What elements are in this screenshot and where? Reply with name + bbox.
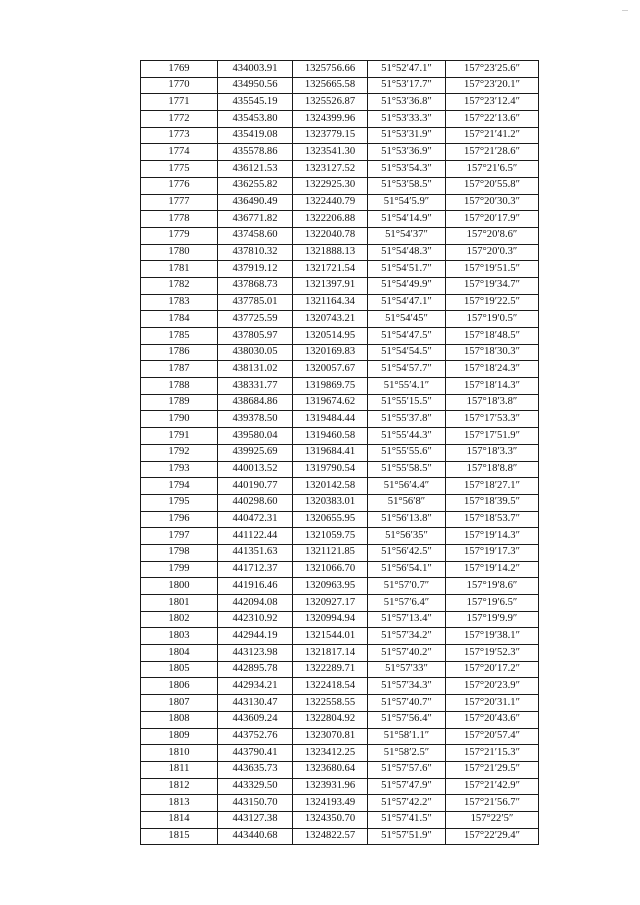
y-coordinate-cell: 1322040.78 bbox=[293, 227, 368, 244]
latitude-cell: 51°53′36.8″ bbox=[368, 94, 446, 111]
y-coordinate-cell: 1321817.14 bbox=[293, 645, 368, 662]
y-coordinate-cell: 1320169.83 bbox=[293, 344, 368, 361]
x-coordinate-cell: 440013.52 bbox=[218, 461, 293, 478]
longitude-cell: 157°19′17.3″ bbox=[446, 544, 539, 561]
latitude-cell: 51°55′37.8″ bbox=[368, 411, 446, 428]
table-row bbox=[141, 811, 539, 828]
x-coordinate-cell: 442944.19 bbox=[218, 628, 293, 645]
table-row bbox=[141, 678, 539, 695]
table-row bbox=[141, 711, 539, 728]
table-row bbox=[141, 311, 539, 328]
longitude-cell: 157°18′14.3″ bbox=[446, 378, 539, 395]
y-coordinate-cell: 1321544.01 bbox=[293, 628, 368, 645]
longitude-cell: 157°19′14.2″ bbox=[446, 561, 539, 578]
y-coordinate-cell: 1324399.96 bbox=[293, 111, 368, 128]
x-coordinate-cell: 441122.44 bbox=[218, 528, 293, 545]
longitude-cell: 157°22′29.4″ bbox=[446, 828, 539, 845]
point-number-cell: 1812 bbox=[141, 778, 218, 795]
point-number-cell: 1796 bbox=[141, 511, 218, 528]
table-row bbox=[141, 277, 539, 294]
y-coordinate-cell: 1321121.85 bbox=[293, 544, 368, 561]
y-coordinate-cell: 1321066.70 bbox=[293, 561, 368, 578]
point-number-cell: 1799 bbox=[141, 561, 218, 578]
table-row bbox=[141, 394, 539, 411]
table-row bbox=[141, 628, 539, 645]
table-row bbox=[141, 428, 539, 445]
table-row bbox=[141, 661, 539, 678]
latitude-cell: 51°56′42.5″ bbox=[368, 544, 446, 561]
x-coordinate-cell: 437458.60 bbox=[218, 227, 293, 244]
longitude-cell: 157°22′13.6″ bbox=[446, 111, 539, 128]
latitude-cell: 51°55′58.5″ bbox=[368, 461, 446, 478]
latitude-cell: 51°53′31.9″ bbox=[368, 127, 446, 144]
table-row bbox=[141, 728, 539, 745]
x-coordinate-cell: 437868.73 bbox=[218, 277, 293, 294]
table-row bbox=[141, 194, 539, 211]
x-coordinate-cell: 439580.04 bbox=[218, 428, 293, 445]
x-coordinate-cell: 435545.19 bbox=[218, 94, 293, 111]
y-coordinate-cell: 1319790.54 bbox=[293, 461, 368, 478]
table-row bbox=[141, 695, 539, 712]
x-coordinate-cell: 438131.02 bbox=[218, 361, 293, 378]
y-coordinate-cell: 1322440.79 bbox=[293, 194, 368, 211]
y-coordinate-cell: 1319684.41 bbox=[293, 444, 368, 461]
point-number-cell: 1782 bbox=[141, 277, 218, 294]
table-row bbox=[141, 144, 539, 161]
x-coordinate-cell: 443127.38 bbox=[218, 811, 293, 828]
point-number-cell: 1776 bbox=[141, 177, 218, 194]
latitude-cell: 51°55′44.3″ bbox=[368, 428, 446, 445]
point-number-cell: 1802 bbox=[141, 611, 218, 628]
point-number-cell: 1791 bbox=[141, 428, 218, 445]
latitude-cell: 51°57′56.4″ bbox=[368, 711, 446, 728]
y-coordinate-cell: 1320514.95 bbox=[293, 328, 368, 345]
y-coordinate-cell: 1321164.34 bbox=[293, 294, 368, 311]
latitude-cell: 51°57′34.2″ bbox=[368, 628, 446, 645]
longitude-cell: 157°19′34.7″ bbox=[446, 277, 539, 294]
longitude-cell: 157°19′52.3″ bbox=[446, 645, 539, 662]
longitude-cell: 157°23′25.6″ bbox=[446, 61, 539, 78]
latitude-cell: 51°56′35″ bbox=[368, 528, 446, 545]
y-coordinate-cell: 1320057.67 bbox=[293, 361, 368, 378]
point-number-cell: 1797 bbox=[141, 528, 218, 545]
point-number-cell: 1769 bbox=[141, 61, 218, 78]
x-coordinate-cell: 435578.86 bbox=[218, 144, 293, 161]
x-coordinate-cell: 442094.08 bbox=[218, 595, 293, 612]
point-number-cell: 1806 bbox=[141, 678, 218, 695]
table-row bbox=[141, 761, 539, 778]
y-coordinate-cell: 1319484.44 bbox=[293, 411, 368, 428]
table-row bbox=[141, 645, 539, 662]
x-coordinate-cell: 440298.60 bbox=[218, 494, 293, 511]
y-coordinate-cell: 1325756.66 bbox=[293, 61, 368, 78]
table-row bbox=[141, 778, 539, 795]
table-row bbox=[141, 378, 539, 395]
y-coordinate-cell: 1322804.92 bbox=[293, 711, 368, 728]
x-coordinate-cell: 442934.21 bbox=[218, 678, 293, 695]
point-number-cell: 1784 bbox=[141, 311, 218, 328]
y-coordinate-cell: 1321888.13 bbox=[293, 244, 368, 261]
x-coordinate-cell: 443790.41 bbox=[218, 745, 293, 762]
longitude-cell: 157°21′6.5″ bbox=[446, 161, 539, 178]
point-number-cell: 1808 bbox=[141, 711, 218, 728]
table-row bbox=[141, 111, 539, 128]
longitude-cell: 157°20′43.6″ bbox=[446, 711, 539, 728]
longitude-cell: 157°21′56.7″ bbox=[446, 795, 539, 812]
y-coordinate-cell: 1321059.75 bbox=[293, 528, 368, 545]
longitude-cell: 157°18′48.5″ bbox=[446, 328, 539, 345]
latitude-cell: 51°54′49.9″ bbox=[368, 277, 446, 294]
longitude-cell: 157°21′28.6″ bbox=[446, 144, 539, 161]
latitude-cell: 51°56′4.4″ bbox=[368, 478, 446, 495]
point-number-cell: 1804 bbox=[141, 645, 218, 662]
coordinates-table bbox=[140, 60, 539, 845]
point-number-cell: 1795 bbox=[141, 494, 218, 511]
longitude-cell: 157°19′14.3″ bbox=[446, 528, 539, 545]
table-row bbox=[141, 528, 539, 545]
x-coordinate-cell: 442310.92 bbox=[218, 611, 293, 628]
longitude-cell: 157°20′55.8″ bbox=[446, 177, 539, 194]
latitude-cell: 51°56′13.8″ bbox=[368, 511, 446, 528]
y-coordinate-cell: 1319674.62 bbox=[293, 394, 368, 411]
longitude-cell: 157°18′3.3″ bbox=[446, 444, 539, 461]
latitude-cell: 51°57′40.2″ bbox=[368, 645, 446, 662]
latitude-cell: 51°53′33.3″ bbox=[368, 111, 446, 128]
y-coordinate-cell: 1324193.49 bbox=[293, 795, 368, 812]
point-number-cell: 1777 bbox=[141, 194, 218, 211]
table-row bbox=[141, 544, 539, 561]
table-row bbox=[141, 294, 539, 311]
point-number-cell: 1798 bbox=[141, 544, 218, 561]
longitude-cell: 157°18′24.3″ bbox=[446, 361, 539, 378]
longitude-cell: 157°21′29.5″ bbox=[446, 761, 539, 778]
longitude-cell: 157°23′20.1″ bbox=[446, 77, 539, 94]
x-coordinate-cell: 439925.69 bbox=[218, 444, 293, 461]
y-coordinate-cell: 1323070.81 bbox=[293, 728, 368, 745]
x-coordinate-cell: 442895.78 bbox=[218, 661, 293, 678]
point-number-cell: 1810 bbox=[141, 745, 218, 762]
y-coordinate-cell: 1325526.87 bbox=[293, 94, 368, 111]
x-coordinate-cell: 436490.49 bbox=[218, 194, 293, 211]
point-number-cell: 1809 bbox=[141, 728, 218, 745]
point-number-cell: 1773 bbox=[141, 127, 218, 144]
y-coordinate-cell: 1319460.58 bbox=[293, 428, 368, 445]
point-number-cell: 1787 bbox=[141, 361, 218, 378]
latitude-cell: 51°55′55.6″ bbox=[368, 444, 446, 461]
longitude-cell: 157°19′9.9″ bbox=[446, 611, 539, 628]
table-row bbox=[141, 261, 539, 278]
point-number-cell: 1779 bbox=[141, 227, 218, 244]
longitude-cell: 157°18′53.7″ bbox=[446, 511, 539, 528]
table-row bbox=[141, 561, 539, 578]
y-coordinate-cell: 1323779.15 bbox=[293, 127, 368, 144]
point-number-cell: 1785 bbox=[141, 328, 218, 345]
y-coordinate-cell: 1322558.55 bbox=[293, 695, 368, 712]
y-coordinate-cell: 1319869.75 bbox=[293, 378, 368, 395]
latitude-cell: 51°53′36.9″ bbox=[368, 144, 446, 161]
y-coordinate-cell: 1322418.54 bbox=[293, 678, 368, 695]
longitude-cell: 157°19′8.6″ bbox=[446, 578, 539, 595]
longitude-cell: 157°22′5″ bbox=[446, 811, 539, 828]
x-coordinate-cell: 441351.63 bbox=[218, 544, 293, 561]
x-coordinate-cell: 437919.12 bbox=[218, 261, 293, 278]
point-number-cell: 1807 bbox=[141, 695, 218, 712]
y-coordinate-cell: 1320142.58 bbox=[293, 478, 368, 495]
table-row bbox=[141, 77, 539, 94]
x-coordinate-cell: 438030.05 bbox=[218, 344, 293, 361]
latitude-cell: 51°54′57.7″ bbox=[368, 361, 446, 378]
x-coordinate-cell: 441916.46 bbox=[218, 578, 293, 595]
latitude-cell: 51°54′45″ bbox=[368, 311, 446, 328]
x-coordinate-cell: 439378.50 bbox=[218, 411, 293, 428]
point-number-cell: 1770 bbox=[141, 77, 218, 94]
point-number-cell: 1800 bbox=[141, 578, 218, 595]
x-coordinate-cell: 443752.76 bbox=[218, 728, 293, 745]
longitude-cell: 157°19′0.5″ bbox=[446, 311, 539, 328]
x-coordinate-cell: 435453.80 bbox=[218, 111, 293, 128]
table-row bbox=[141, 478, 539, 495]
longitude-cell: 157°17′53.3″ bbox=[446, 411, 539, 428]
latitude-cell: 51°54′37″ bbox=[368, 227, 446, 244]
x-coordinate-cell: 443123.98 bbox=[218, 645, 293, 662]
table-row bbox=[141, 127, 539, 144]
latitude-cell: 51°54′51.7″ bbox=[368, 261, 446, 278]
latitude-cell: 51°56′8″ bbox=[368, 494, 446, 511]
longitude-cell: 157°21′42.9″ bbox=[446, 778, 539, 795]
table-row bbox=[141, 177, 539, 194]
x-coordinate-cell: 436255.82 bbox=[218, 177, 293, 194]
point-number-cell: 1788 bbox=[141, 378, 218, 395]
table-row bbox=[141, 361, 539, 378]
latitude-cell: 51°57′40.7″ bbox=[368, 695, 446, 712]
latitude-cell: 51°52′47.1″ bbox=[368, 61, 446, 78]
point-number-cell: 1775 bbox=[141, 161, 218, 178]
y-coordinate-cell: 1323127.52 bbox=[293, 161, 368, 178]
latitude-cell: 51°57′13.4″ bbox=[368, 611, 446, 628]
table-row bbox=[141, 444, 539, 461]
point-number-cell: 1792 bbox=[141, 444, 218, 461]
x-coordinate-cell: 437725.59 bbox=[218, 311, 293, 328]
table-row bbox=[141, 595, 539, 612]
latitude-cell: 51°54′54.5″ bbox=[368, 344, 446, 361]
y-coordinate-cell: 1322925.30 bbox=[293, 177, 368, 194]
x-coordinate-cell: 440472.31 bbox=[218, 511, 293, 528]
latitude-cell: 51°56′54.1″ bbox=[368, 561, 446, 578]
latitude-cell: 51°57′51.9″ bbox=[368, 828, 446, 845]
table-row bbox=[141, 511, 539, 528]
latitude-cell: 51°53′54.3″ bbox=[368, 161, 446, 178]
scan-mark bbox=[622, 10, 628, 11]
point-number-cell: 1794 bbox=[141, 478, 218, 495]
longitude-cell: 157°20′31.1″ bbox=[446, 695, 539, 712]
table-row bbox=[141, 461, 539, 478]
x-coordinate-cell: 443329.50 bbox=[218, 778, 293, 795]
latitude-cell: 51°57′34.3″ bbox=[368, 678, 446, 695]
point-number-cell: 1811 bbox=[141, 761, 218, 778]
table-row bbox=[141, 578, 539, 595]
x-coordinate-cell: 443635.73 bbox=[218, 761, 293, 778]
point-number-cell: 1778 bbox=[141, 211, 218, 228]
table-row bbox=[141, 211, 539, 228]
table-row bbox=[141, 244, 539, 261]
longitude-cell: 157°18′30.3″ bbox=[446, 344, 539, 361]
y-coordinate-cell: 1322289.71 bbox=[293, 661, 368, 678]
table-row bbox=[141, 494, 539, 511]
y-coordinate-cell: 1325665.58 bbox=[293, 77, 368, 94]
latitude-cell: 51°57′0.7″ bbox=[368, 578, 446, 595]
table-row bbox=[141, 328, 539, 345]
longitude-cell: 157°20′8.6″ bbox=[446, 227, 539, 244]
latitude-cell: 51°58′2.5″ bbox=[368, 745, 446, 762]
longitude-cell: 157°20′0.3″ bbox=[446, 244, 539, 261]
point-number-cell: 1789 bbox=[141, 394, 218, 411]
x-coordinate-cell: 443130.47 bbox=[218, 695, 293, 712]
x-coordinate-cell: 438331.77 bbox=[218, 378, 293, 395]
longitude-cell: 157°18′27.1″ bbox=[446, 478, 539, 495]
longitude-cell: 157°19′22.5″ bbox=[446, 294, 539, 311]
y-coordinate-cell: 1320655.95 bbox=[293, 511, 368, 528]
x-coordinate-cell: 441712.37 bbox=[218, 561, 293, 578]
latitude-cell: 51°57′6.4″ bbox=[368, 595, 446, 612]
point-number-cell: 1783 bbox=[141, 294, 218, 311]
y-coordinate-cell: 1323541.30 bbox=[293, 144, 368, 161]
table-row bbox=[141, 61, 539, 78]
x-coordinate-cell: 434950.56 bbox=[218, 77, 293, 94]
latitude-cell: 51°57′41.5″ bbox=[368, 811, 446, 828]
table-row bbox=[141, 161, 539, 178]
table-row bbox=[141, 795, 539, 812]
point-number-cell: 1813 bbox=[141, 795, 218, 812]
longitude-cell: 157°18′39.5″ bbox=[446, 494, 539, 511]
point-number-cell: 1801 bbox=[141, 595, 218, 612]
latitude-cell: 51°57′47.9″ bbox=[368, 778, 446, 795]
latitude-cell: 51°54′48.3″ bbox=[368, 244, 446, 261]
y-coordinate-cell: 1323412.25 bbox=[293, 745, 368, 762]
latitude-cell: 51°55′15.5″ bbox=[368, 394, 446, 411]
latitude-cell: 51°54′47.5″ bbox=[368, 328, 446, 345]
y-coordinate-cell: 1320383.01 bbox=[293, 494, 368, 511]
x-coordinate-cell: 443440.68 bbox=[218, 828, 293, 845]
x-coordinate-cell: 434003.91 bbox=[218, 61, 293, 78]
table-row bbox=[141, 611, 539, 628]
x-coordinate-cell: 443150.70 bbox=[218, 795, 293, 812]
latitude-cell: 51°57′33″ bbox=[368, 661, 446, 678]
latitude-cell: 51°54′5.9″ bbox=[368, 194, 446, 211]
longitude-cell: 157°20′17.2″ bbox=[446, 661, 539, 678]
y-coordinate-cell: 1321721.54 bbox=[293, 261, 368, 278]
table-row bbox=[141, 828, 539, 845]
y-coordinate-cell: 1320927.17 bbox=[293, 595, 368, 612]
point-number-cell: 1771 bbox=[141, 94, 218, 111]
x-coordinate-cell: 436121.53 bbox=[218, 161, 293, 178]
longitude-cell: 157°17′51.9″ bbox=[446, 428, 539, 445]
longitude-cell: 157°20′23.9″ bbox=[446, 678, 539, 695]
x-coordinate-cell: 440190.77 bbox=[218, 478, 293, 495]
point-number-cell: 1815 bbox=[141, 828, 218, 845]
y-coordinate-cell: 1324350.70 bbox=[293, 811, 368, 828]
point-number-cell: 1803 bbox=[141, 628, 218, 645]
point-number-cell: 1772 bbox=[141, 111, 218, 128]
point-number-cell: 1790 bbox=[141, 411, 218, 428]
x-coordinate-cell: 443609.24 bbox=[218, 711, 293, 728]
latitude-cell: 51°58′1.1″ bbox=[368, 728, 446, 745]
table-row bbox=[141, 94, 539, 111]
longitude-cell: 157°18′8.8″ bbox=[446, 461, 539, 478]
y-coordinate-cell: 1324822.57 bbox=[293, 828, 368, 845]
y-coordinate-cell: 1320994.94 bbox=[293, 611, 368, 628]
x-coordinate-cell: 437805.97 bbox=[218, 328, 293, 345]
longitude-cell: 157°19′51.5″ bbox=[446, 261, 539, 278]
longitude-cell: 157°19′38.1″ bbox=[446, 628, 539, 645]
coordinates-table-body bbox=[141, 61, 539, 845]
latitude-cell: 51°57′42.2″ bbox=[368, 795, 446, 812]
longitude-cell: 157°19′6.5″ bbox=[446, 595, 539, 612]
table-row bbox=[141, 745, 539, 762]
longitude-cell: 157°20′30.3″ bbox=[446, 194, 539, 211]
longitude-cell: 157°18′3.8″ bbox=[446, 394, 539, 411]
point-number-cell: 1814 bbox=[141, 811, 218, 828]
latitude-cell: 51°57′57.6″ bbox=[368, 761, 446, 778]
longitude-cell: 157°21′41.2″ bbox=[446, 127, 539, 144]
longitude-cell: 157°20′57.4″ bbox=[446, 728, 539, 745]
point-number-cell: 1805 bbox=[141, 661, 218, 678]
x-coordinate-cell: 438684.86 bbox=[218, 394, 293, 411]
y-coordinate-cell: 1321397.91 bbox=[293, 277, 368, 294]
y-coordinate-cell: 1320963.95 bbox=[293, 578, 368, 595]
table-row bbox=[141, 227, 539, 244]
y-coordinate-cell: 1323931.96 bbox=[293, 778, 368, 795]
point-number-cell: 1781 bbox=[141, 261, 218, 278]
latitude-cell: 51°55′4.1″ bbox=[368, 378, 446, 395]
latitude-cell: 51°54′14.9″ bbox=[368, 211, 446, 228]
longitude-cell: 157°23′12.4″ bbox=[446, 94, 539, 111]
table-row bbox=[141, 411, 539, 428]
point-number-cell: 1774 bbox=[141, 144, 218, 161]
longitude-cell: 157°20′17.9″ bbox=[446, 211, 539, 228]
x-coordinate-cell: 435419.08 bbox=[218, 127, 293, 144]
point-number-cell: 1786 bbox=[141, 344, 218, 361]
latitude-cell: 51°53′17.7″ bbox=[368, 77, 446, 94]
x-coordinate-cell: 437810.32 bbox=[218, 244, 293, 261]
y-coordinate-cell: 1323680.64 bbox=[293, 761, 368, 778]
point-number-cell: 1793 bbox=[141, 461, 218, 478]
latitude-cell: 51°53′58.5″ bbox=[368, 177, 446, 194]
y-coordinate-cell: 1320743.21 bbox=[293, 311, 368, 328]
x-coordinate-cell: 437785.01 bbox=[218, 294, 293, 311]
latitude-cell: 51°54′47.1″ bbox=[368, 294, 446, 311]
point-number-cell: 1780 bbox=[141, 244, 218, 261]
table-row bbox=[141, 344, 539, 361]
y-coordinate-cell: 1322206.88 bbox=[293, 211, 368, 228]
longitude-cell: 157°21′15.3″ bbox=[446, 745, 539, 762]
x-coordinate-cell: 436771.82 bbox=[218, 211, 293, 228]
